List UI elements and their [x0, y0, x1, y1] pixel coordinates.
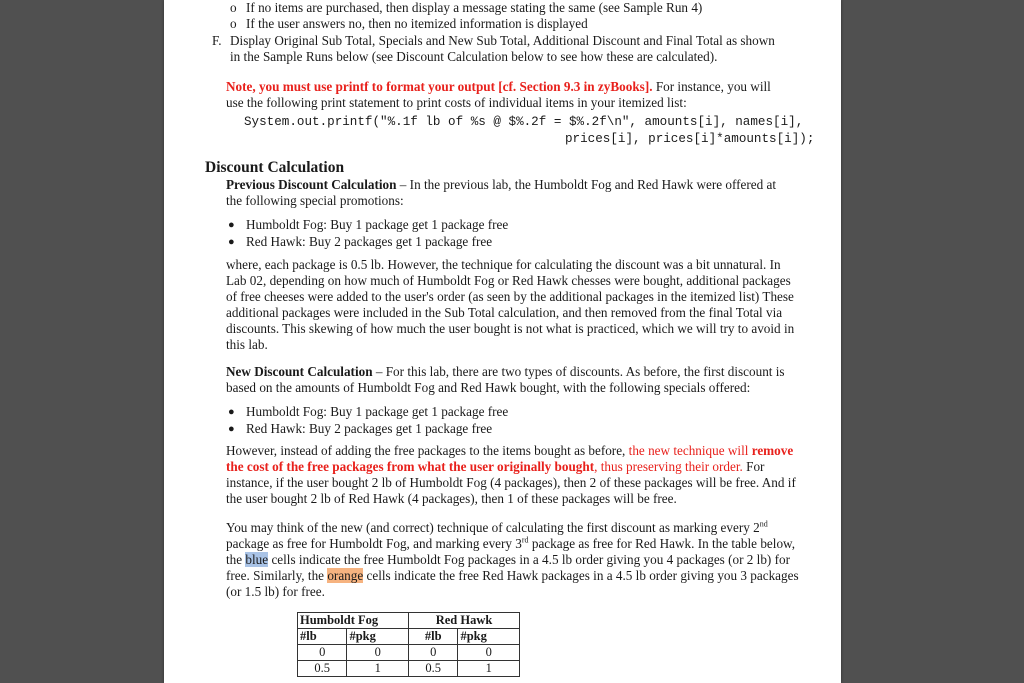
prev-calc-rest: – In the previous lab, the Humboldt Fog and Red Hawk were offered at: [396, 177, 777, 192]
item-f-line2: in the Sample Runs below (see Discount Calculation below to see how these are calculated).: [230, 49, 718, 64]
new-calc-label: New Discount Calculation: [226, 364, 373, 379]
think-line1: [226, 520, 768, 536]
new-calc-line2: based on the amounts of Humboldt Fog and Red Hawk bought, with the following specials offered:: [226, 380, 751, 395]
table-cell: 0.5: [409, 661, 458, 677]
section-heading: Discount Calculation: [205, 159, 345, 176]
prev-calc-line2: the following special promotions:: [226, 193, 404, 208]
however-red-text: the new technique will: [628, 443, 752, 458]
prev-para-line: where, each package is 0.5 lb. However, the technique for calculating the discount was a bit unnatural. In: [226, 257, 781, 272]
note-rest: For instance, you will: [652, 79, 771, 94]
table-group-header: [298, 613, 520, 629]
however-red-bold: remove: [751, 443, 794, 458]
prev-para-line: additional packages were included in the Sub Total calculation, and then removed from the final Total via: [226, 305, 783, 320]
ordinal-suffix: nd: [759, 519, 768, 529]
table-cell: 0: [347, 645, 409, 661]
however-red-text: , thus preserving their order.: [594, 459, 743, 474]
bullet-dot: ●: [228, 423, 235, 435]
however-line1: [226, 443, 793, 459]
bullet-redhawk-new: Red Hawk: Buy 2 packages get 1 package free: [246, 421, 493, 436]
prev-para-line: of free cheeses were added to the user's order (as seen by the additional packages in the itemized list) These: [226, 289, 794, 304]
bullet-dot: ●: [228, 219, 235, 231]
ordinal-suffix: rd: [521, 535, 529, 545]
col-lb: #lb: [409, 629, 458, 645]
think-text: the: [226, 552, 246, 567]
think-text: cells indicate the free Humboldt Fog packages in a 4.5 lb order giving you 4 packages (or 2 lb) for: [268, 552, 790, 567]
think-line5: (or 1.5 lb) for free.: [226, 584, 325, 599]
think-text: cells indicate the free Red Hawk packages in a 4.5 lb order giving you 3 packages: [363, 568, 799, 583]
new-calc-line1: [226, 364, 785, 380]
bullet-redhawk-prev: Red Hawk: Buy 2 packages get 1 package free: [246, 234, 493, 249]
blue-highlight-word: blue: [245, 552, 269, 567]
table-cell: 0: [298, 645, 347, 661]
code-line1: System.out.printf("%.1f lb of %s @ $%.2f = $%.2f\n", amounts[i], names[i],: [244, 115, 804, 129]
prev-para-line: discounts. This skewing of how much the user bought is not what is practiced, which we will try to avoid in: [226, 321, 795, 336]
table-cell: 0: [409, 645, 458, 661]
table-cell: 1: [458, 661, 520, 677]
bullet-dot: ●: [228, 236, 235, 248]
bullet-humboldt-new: Humboldt Fog: Buy 1 package get 1 package free: [246, 404, 509, 419]
think-line2: [226, 536, 795, 552]
header-red-hawk: Red Hawk: [409, 613, 520, 629]
table-cell: 0.5: [298, 661, 347, 677]
prev-calc-line1: [226, 177, 776, 193]
item-f-line1: Display Original Sub Total, Specials and New Sub Total, Additional Discount and Final Total as shown: [230, 33, 775, 48]
header-humboldt-fog: Humboldt Fog: [298, 613, 409, 629]
new-calc-rest: – For this lab, there are two types of discounts. As before, the first discount is: [372, 364, 785, 379]
table-cell: 1: [347, 661, 409, 677]
prev-para-line: this lab.: [226, 337, 268, 352]
however-text: However, instead of adding the free packages to the items bought as before,: [226, 443, 629, 458]
however-line2: [226, 459, 764, 475]
think-line3: [226, 552, 790, 568]
list-letter-f: F.: [212, 33, 222, 48]
sub-bullet-marker: o: [230, 16, 237, 31]
however-red-bold: the cost of the free packages from what the user originally bought: [226, 459, 595, 474]
col-pkg: #pkg: [347, 629, 409, 645]
table-column-header: [298, 629, 520, 645]
note-printf-warning: Note, you must use printf to format your output [cf. Section 9.3 in zyBooks].: [226, 79, 653, 94]
think-line4: [226, 568, 799, 584]
table-row: [298, 645, 520, 661]
however-line3: instance, if the user bought 2 lb of Humboldt Fog (4 packages), then 2 of these packages will be free. And if: [226, 475, 796, 490]
col-pkg: #pkg: [458, 629, 520, 645]
table-row: [298, 661, 520, 677]
sub-item-no-items: If no items are purchased, then display a message stating the same (see Sample Run 4): [246, 0, 703, 15]
note-line2: use the following print statement to print costs of individual items in your itemized list:: [226, 95, 687, 110]
prev-calc-label: Previous Discount Calculation: [226, 177, 397, 192]
document-page: [164, 0, 841, 683]
think-text: package as free for Red Hawk. In the table below,: [528, 536, 796, 551]
note-line1: [226, 79, 771, 95]
sub-bullet-marker: o: [230, 0, 237, 15]
code-line2: prices[i], prices[i]*amounts[i]);: [565, 132, 815, 146]
however-text: For: [742, 459, 765, 474]
col-lb: #lb: [298, 629, 347, 645]
think-text: package as free for Humboldt Fog, and marking every 3: [226, 536, 522, 551]
bullet-humboldt-prev: Humboldt Fog: Buy 1 package get 1 package free: [246, 217, 509, 232]
bullet-dot: ●: [228, 406, 235, 418]
think-text: You may think of the new (and correct) technique of calculating the first discount as marking every 2: [226, 520, 760, 535]
package-table: [297, 612, 520, 677]
sub-item-user-no: If the user answers no, then no itemized information is displayed: [246, 16, 588, 31]
think-text: free. Similarly, the: [226, 568, 328, 583]
orange-highlight-word: orange: [327, 568, 364, 583]
prev-para-line: Lab 02, depending on how much of Humboldt Fog or Red Hawk chesses were bought, additional packages: [226, 273, 791, 288]
table-cell: 0: [458, 645, 520, 661]
however-line4: the user bought 2 lb of Red Hawk (4 packages), then 1 of these packages will be free.: [226, 491, 677, 506]
